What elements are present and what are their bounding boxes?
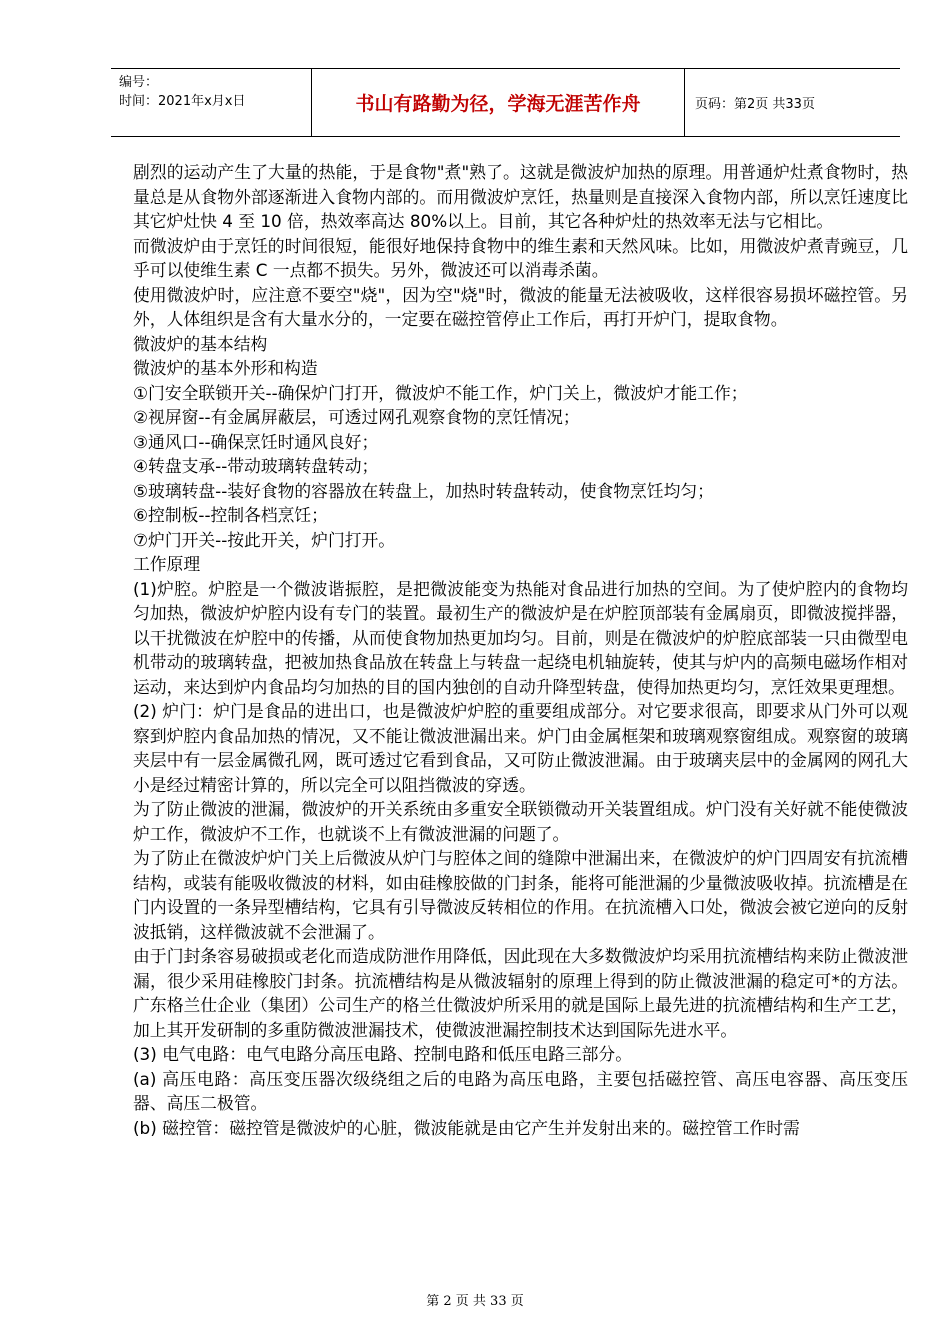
- paragraph: (b) 磁控管：磁控管是微波炉的心脏，微波能就是由它产生并发射出来的。磁控管工作时需: [133, 1117, 800, 1138]
- paragraph: (2) 炉门：炉门是食品的进出口，也是微波炉炉腔的重要组成部分。对它要求很高，即要求从门外可以观察到炉腔内食品加热的情况，又不能让微波泄漏出来。炉门由金属框架和玻璃观察窗组成。观察窗的玻璃夹层中有一层金属微孔网，既可透过它看到食品，又可防止微波泄漏。由于玻璃夹层中的金属网的网孔大小是经过精密计算的，所以完全可以阻挡微波的穿透。: [133, 701, 908, 795]
- paragraph: (a) 高压电路：高压变压器次级绕组之后的电路为高压电路，主要包括磁控管、高压电容器、高压变压器、高压二极管。: [133, 1068, 908, 1113]
- paragraph: 为了防止在微波炉炉门关上后微波从炉门与腔体之间的缝隙中泄漏出来，在微波炉的炉门四周安有抗流槽结构，或装有能吸收微波的材料，如由硅橡胶做的门封条，能将可能泄漏的少量微波吸收掉。抗流槽是在门内设置的一条异型槽结构，它具有引导微波反转相位的作用。在抗流槽入口处，微波会被它逆向的反射波抵销，这样微波就不会泄漏了。: [133, 848, 908, 942]
- paragraph: 由于门封条容易破损或老化而造成防泄作用降低，因此现在大多数微波炉均采用抗流槽结构来防止微波泄漏，很少采用硅橡胶门封条。抗流槽结构是从微波辐射的原理上得到的防止微波泄漏的稳定可*的方法。广东格兰仕企业（集团）公司生产的格兰仕微波炉所采用的就是国际上最先进的抗流槽结构和生产工艺，加上其开发研制的多重防微波泄漏技术，使微波泄漏控制技术达到国际先进水平。: [133, 946, 908, 1040]
- section-heading: 工作原理: [133, 554, 201, 574]
- header-page-label: 页码：第2页 共33页: [695, 97, 815, 112]
- list-item: ③通风口--确保烹饪时通风良好；: [133, 431, 379, 452]
- paragraph: 为了防止微波的泄漏，微波炉的开关系统由多重安全联锁微动开关装置组成。炉门没有关好就不能使微波炉工作，微波炉不工作，也就谈不上有微波泄漏的问题了。: [133, 799, 908, 844]
- header-meta: [111, 69, 311, 136]
- document-body: [133, 160, 908, 1140]
- section-heading: 微波炉的基本外形和构造: [133, 358, 318, 378]
- paragraph: 使用微波炉时，应注意不要空"烧"，因为空"烧"时，微波的能量无法被吸收，这样很容易损坏磁控管。另外，人体组织是含有大量水分的，一定要在磁控管停止工作后，再打开炉门，提取食物。: [133, 284, 908, 329]
- document-number-label: 编号：: [119, 75, 159, 90]
- list-item: ④转盘支承--带动玻璃转盘转动；: [133, 456, 379, 476]
- paragraph: (1)炉腔。炉腔是一个微波谐振腔，是把微波能变为热能对食品进行加热的空间。为了使炉腔内的食物均匀加热，微波炉炉腔内设有专门的装置。最初生产的微波炉是在炉腔顶部装有金属扇页，即微波搅拌器，以干扰微波在炉腔中的传播，从而使食物加热更加均匀。目前，则是在微波炉的炉腔底部装一只由微型电机带动的玻璃转盘，把被加热食品放在转盘上与转盘一起绕电机轴旋转，使其与炉内的高频电磁场作相对运动，来达到炉内食品均匀加热的目的国内独创的自动升降型转盘，使得加热更均匀，烹饪效果更理想。: [133, 578, 908, 697]
- paragraph: 剧烈的运动产生了大量的热能，于是食物"煮"熟了。这就是微波炉加热的原理。用普通炉灶煮食物时，热量总是从食物外部逐渐进入食物内部的。而用微波炉烹饪，热量则是直接深入食物内部，所以烹饪速度比其它炉灶快 4 至 10 倍，热效率高达 80%以上。目前，其它各种炉灶的热效率无法与它相比。: [133, 162, 908, 231]
- paragraph: (3) 电气电路：电气电路分高压电路、控制电路和低压电路三部分。: [133, 1044, 632, 1064]
- section-heading: 微波炉的基本结构: [133, 333, 268, 354]
- page-footer: 第 2 页 共 33 页: [426, 1294, 524, 1309]
- list-item: ⑤玻璃转盘--装好食物的容器放在转盘上，加热时转盘转动，使食物烹饪均匀；: [133, 480, 714, 501]
- list-item: ⑥控制板--控制各档烹饪；: [133, 505, 328, 525]
- header-motto: 书山有路勤为径，学海无涯苦作舟: [311, 69, 685, 136]
- list-item: ⑦炉门开关--按此开关，炉门打开。: [133, 529, 396, 550]
- page-header: [111, 68, 900, 137]
- list-item: ②视屏窗--有金属屏蔽层，可透过网孔观察食物的烹饪情况；: [133, 407, 580, 427]
- document-time-label: 时间：2021年x月x日: [119, 94, 246, 109]
- paragraph: 而微波炉由于烹饪的时间很短，能很好地保持食物中的维生素和天然风味。比如，用微波炉煮青豌豆，几乎可以使维生素 C 一点都不损失。另外，微波还可以消毒杀菌。: [133, 235, 908, 280]
- list-item: ①门安全联锁开关--确保炉门打开，微波炉不能工作，炉门关上，微波炉才能工作；: [133, 382, 748, 403]
